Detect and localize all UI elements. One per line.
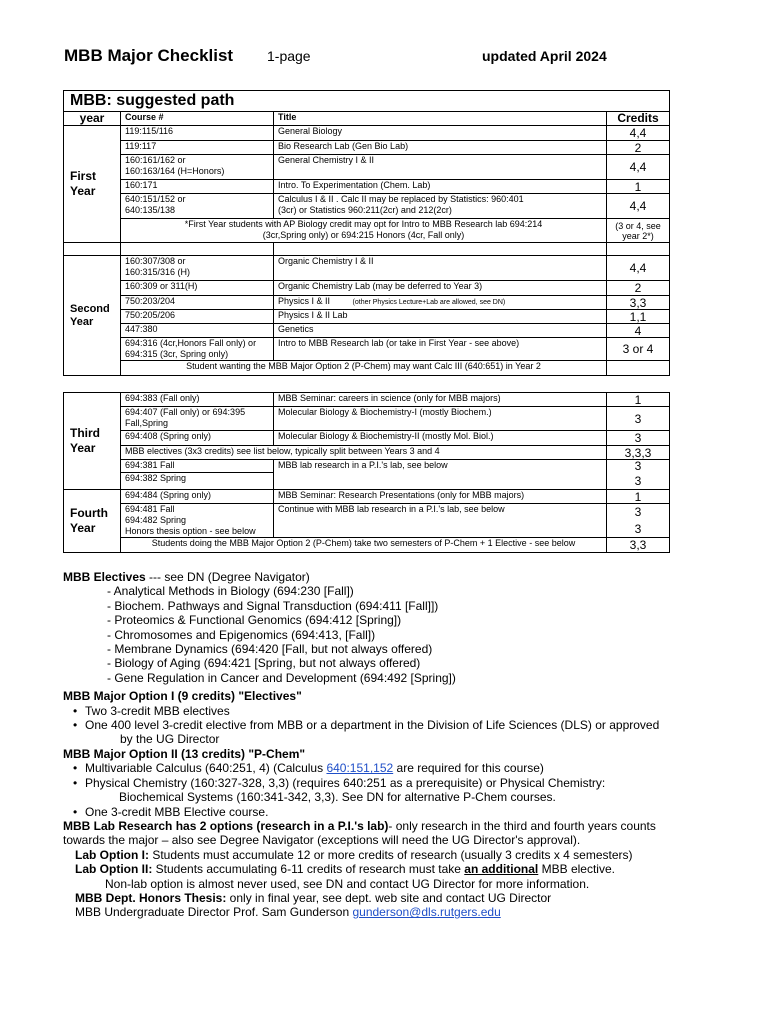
- elective-item: - Biochem. Pathways and Signal Transduction (694:411 [Fall]]): [107, 598, 439, 613]
- table-spacer-row: [64, 243, 670, 256]
- course-credits: 1: [607, 180, 670, 194]
- suggested-path-table: [63, 90, 670, 376]
- ap-biology-note: *First Year students with AP Biology credit may opt for Intro to MBB Research lab 694:214 (3cr,Spring only) or 694:215 Honors (4cr, Fall only): [121, 219, 607, 243]
- course-number: 750:203/204: [121, 296, 274, 310]
- elective-item: - Gene Regulation in Cancer and Development (694:492 [Spring]): [107, 670, 456, 685]
- col-credits-header: Credits: [607, 112, 670, 126]
- course-number: 694:484 (Spring only): [121, 490, 274, 504]
- pchem-option-note: Students doing the MBB Major Option 2 (P-Chem) take two semesters of P-Chem + 1 Elective - see below: [121, 538, 607, 553]
- course-number: 694:407 (Fall only) or 694:395 Fall,Spring: [121, 407, 274, 431]
- upper-years-table: [63, 392, 670, 553]
- table-row: [64, 490, 670, 504]
- calculus-link[interactable]: 640:151,152: [326, 761, 394, 776]
- table-row: [64, 310, 670, 324]
- course-number: 640:151/152 or 640:135/138: [121, 194, 274, 219]
- ap-biology-note-credits: (3 or 4, see year 2*): [607, 219, 670, 243]
- course-title: General Biology: [274, 126, 607, 141]
- course-title: Physics I & II (other Physics Lecture+Lab are allowed, see DN): [274, 296, 607, 310]
- course-title: Molecular Biology & Biochemistry-II (mostly Mol. Biol.): [274, 431, 607, 446]
- year-label-second: Second Year: [64, 256, 121, 376]
- table-row: [64, 393, 670, 407]
- table-row: [64, 155, 670, 180]
- year-label-first: First Year: [64, 126, 121, 243]
- course-number: 160:309 or 311(H): [121, 281, 274, 296]
- table-row: [64, 338, 670, 361]
- course-credits: 3: [607, 521, 670, 538]
- course-credits: 2: [607, 141, 670, 155]
- course-title: Molecular Biology & Biochemistry-I (mostly Biochem.): [274, 407, 607, 431]
- elective-item: - Chromosomes and Epigenomics (694:413, [Fall]): [107, 627, 376, 642]
- course-number: 160:161/162 or 160:163/164 (H=Honors): [121, 155, 274, 180]
- course-credits: 3,3: [607, 538, 670, 553]
- course-title: MBB Seminar: careers in science (only for MBB majors): [274, 393, 607, 407]
- table-row: [64, 407, 670, 431]
- electives-row: MBB electives (3x3 credits) see list below, typically split between Years 3 and 4: [121, 446, 607, 460]
- elective-item: - Analytical Methods in Biology (694:230 [Fall]): [107, 584, 354, 599]
- table-row: [64, 126, 670, 141]
- non-lab-option: Non-lab option is almost never used, see DN and contact UG Director for more information.: [105, 876, 590, 891]
- option1-heading: MBB Major Option I (9 credits) "Electives": [63, 689, 302, 704]
- elective-item: - Membrane Dynamics (694:420 [Fall, but not always offered): [107, 642, 433, 657]
- course-credits: 3,3,3: [607, 446, 670, 460]
- col-title-header: Title: [274, 112, 607, 126]
- elective-item: - Proteomics & Functional Genomics (694:412 [Spring]): [107, 613, 402, 628]
- course-title: Organic Chemistry I & II: [274, 256, 607, 281]
- option2-bullet: • One 3-credit MBB Elective course.: [63, 805, 703, 819]
- course-credits: 3,3: [607, 296, 670, 310]
- course-number: 694:481 Fall 694:482 Spring Honors thesis option - see below: [121, 504, 274, 538]
- year-label-fourth: Fourth Year: [64, 490, 121, 553]
- table-row: [64, 361, 670, 376]
- course-credits: 4,4: [607, 126, 670, 141]
- course-credits: 2: [607, 281, 670, 296]
- option2-bullet-cont: Biochemical Systems (160:341-342, 3,3). See DN for alternative P-Chem courses.: [119, 790, 556, 805]
- table-row: [64, 141, 670, 155]
- course-number: 694:383 (Fall only): [121, 393, 274, 407]
- course-title: Bio Research Lab (Gen Bio Lab): [274, 141, 607, 155]
- option1-bullet: • One 400 level 3-credit elective from MBB or a department in the Division of Life Sciences (DLS) or approved: [63, 718, 703, 732]
- table-title: MBB: suggested path: [64, 91, 670, 112]
- course-title: Intro to MBB Research lab (or take in First Year - see above): [274, 338, 607, 361]
- course-title: Calculus I & II . Calc II may be replaced by Statistics: 960:401 (3cr) or Statistics 960:211(2cr) and 212(2cr): [274, 194, 607, 219]
- honors-thesis: MBB Dept. Honors Thesis: only in final year, see dept. web site and contact UG Director: [75, 890, 552, 905]
- page-title: MBB Major Checklist: [64, 46, 234, 65]
- course-number: 694:316 (4cr,Honors Fall only) or 694:315 (3cr, Spring only): [121, 338, 274, 361]
- col-course-header: Course #: [121, 112, 274, 126]
- table-row: [64, 281, 670, 296]
- course-title: Intro. To Experimentation (Chem. Lab): [274, 180, 607, 194]
- lab-option-2: Lab Option II: Students accumulating 6-11 credits of research must take an additional MBB elective.: [75, 862, 615, 877]
- col-year-header: year: [64, 112, 121, 126]
- table-row: [64, 431, 670, 446]
- table-row: [64, 460, 670, 473]
- course-credits: 4: [607, 324, 670, 338]
- course-credits: 1,1: [607, 310, 670, 324]
- lab-heading: MBB Lab Research has 2 options (research in a P.I.'s lab)- only research in the third and fourth years counts: [63, 818, 656, 833]
- course-number: 694:381 Fall: [121, 460, 274, 473]
- course-title: General Chemistry I & II: [274, 155, 607, 180]
- course-title: MBB lab research in a P.I.'s lab, see below: [274, 460, 607, 490]
- course-credits: 1: [607, 490, 670, 504]
- director-contact: MBB Undergraduate Director Prof. Sam Gunderson gunderson@dls.rutgers.edu: [75, 905, 501, 920]
- course-number: 447:380: [121, 324, 274, 338]
- course-credits: 3 or 4: [607, 338, 670, 361]
- table-row: [64, 194, 670, 219]
- table-row: [64, 256, 670, 281]
- course-credits: 3: [607, 407, 670, 431]
- course-title: Continue with MBB lab research in a P.I.'s lab, see below: [274, 504, 607, 538]
- course-number: 119:115/116: [121, 126, 274, 141]
- course-number: 119:117: [121, 141, 274, 155]
- option1-bullet-cont: by the UG Director: [120, 732, 220, 747]
- electives-heading: MBB Electives --- see DN (Degree Navigator): [63, 570, 310, 584]
- option2-bullet: • Physical Chemistry (160:327-328, 3,3) (requires 640:251 as a prerequisite) or Physical Chemistry:: [63, 776, 703, 790]
- table-row: [64, 446, 670, 460]
- course-credits: 4,4: [607, 256, 670, 281]
- requirements-text: [63, 570, 703, 920]
- table-row: [64, 180, 670, 194]
- course-number: 694:408 (Spring only): [121, 431, 274, 446]
- course-title: MBB Seminar: Research Presentations (only for MBB majors): [274, 490, 607, 504]
- course-credits: 1: [607, 393, 670, 407]
- table-row: [64, 324, 670, 338]
- course-title: Genetics: [274, 324, 607, 338]
- table-row: [64, 219, 670, 243]
- director-email-link[interactable]: gunderson@dls.rutgers.edu: [352, 905, 501, 920]
- course-number: 750:205/206: [121, 310, 274, 324]
- pchem-calc-note: Student wanting the MBB Major Option 2 (P-Chem) may want Calc III (640:651) in Year 2: [121, 361, 607, 376]
- page-count: 1-page: [267, 48, 311, 64]
- course-title: Physics I & II Lab: [274, 310, 607, 324]
- course-credits: 3: [607, 460, 670, 473]
- course-number: 160:171: [121, 180, 274, 194]
- course-credits: 4,4: [607, 194, 670, 219]
- table-row: [64, 538, 670, 553]
- table-row: [64, 296, 670, 310]
- year-label-third: Third Year: [64, 393, 121, 490]
- page-header: [64, 46, 704, 70]
- course-number: 694:382 Spring: [121, 473, 274, 490]
- course-credits: 3: [607, 431, 670, 446]
- lab-option-1: Lab Option I: Students must accumulate 12 or more credits of research (usually 3 credits x 4 semesters): [75, 847, 633, 862]
- elective-item: - Biology of Aging (694:421 [Spring, but not always offered): [107, 656, 421, 671]
- option1-bullet: • Two 3-credit MBB electives: [63, 704, 703, 718]
- course-title: Organic Chemistry Lab (may be deferred to Year 3): [274, 281, 607, 296]
- course-credits: 4,4: [607, 155, 670, 180]
- course-credits: 3: [607, 473, 670, 490]
- table-row: [64, 504, 670, 521]
- course-number: 160:307/308 or 160:315/316 (H): [121, 256, 274, 281]
- option2-heading: MBB Major Option II (13 credits) "P-Chem": [63, 746, 306, 761]
- lab-text: towards the major – also see Degree Navigator (exceptions will need the UG Director's approval).: [63, 833, 581, 848]
- option2-bullet: • Multivariable Calculus (640:251, 4) (Calculus 640:151,152 are required for this course): [63, 761, 703, 775]
- updated-date: updated April 2024: [482, 48, 607, 64]
- course-credits: 3: [607, 504, 670, 521]
